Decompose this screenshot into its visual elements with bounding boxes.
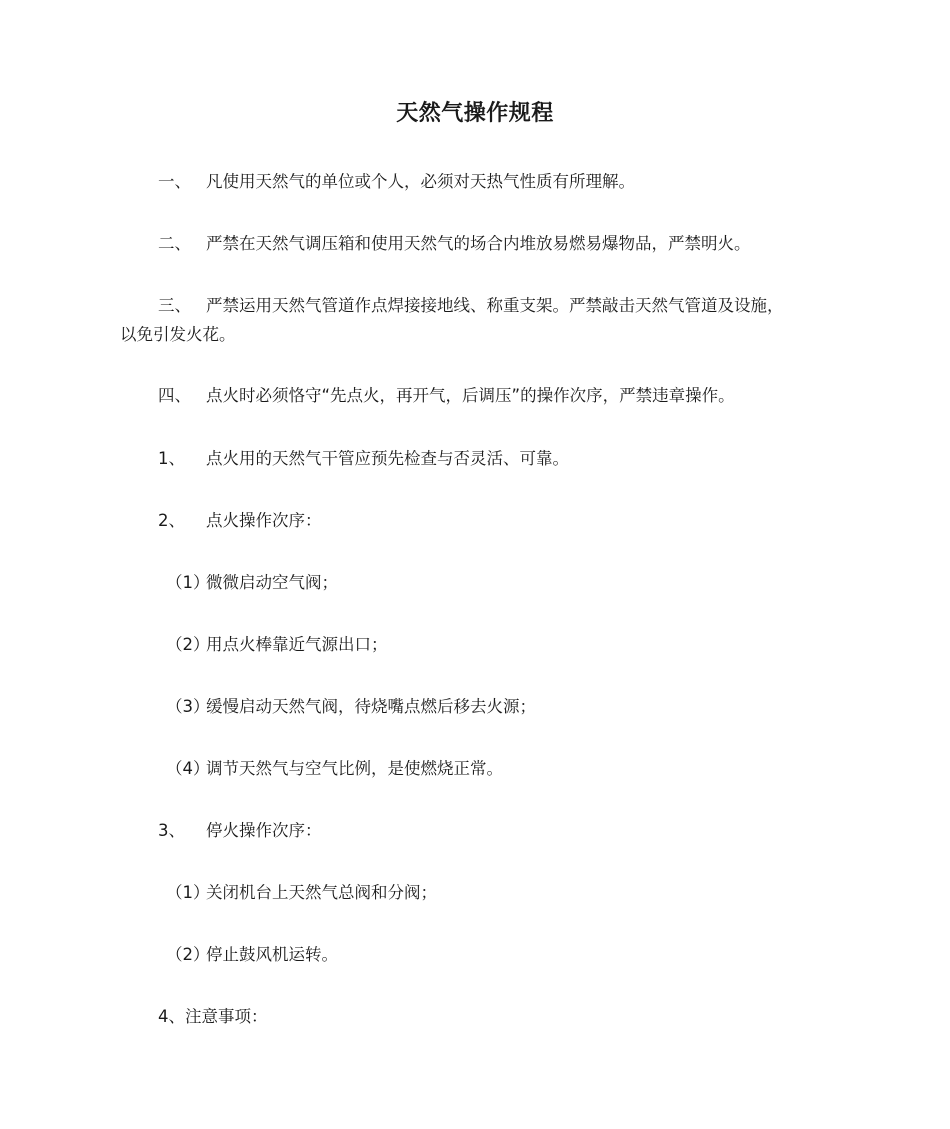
subitem-3-2 [120,940,835,969]
paragraph-text: 点火时必须恪守“先点火，再开气，后调压”的操作次序，严禁违章操作。 [206,386,735,405]
item-text: 点火操作次序： [206,511,322,530]
paragraph-marker: 二、 [158,234,191,253]
subitem-2-4 [120,754,835,783]
subitem-marker: （1） [166,883,210,902]
subitem-marker: （4） [166,759,210,778]
paragraph-4 [120,381,835,410]
subitem-text: 停止鼓风机运转。 [206,945,338,964]
item-4 [120,1002,835,1031]
paragraph-text: 凡使用天然气的单位或个人，必须对天热气性质有所理解。 [206,172,635,191]
item-text: 停火操作次序： [206,821,322,840]
subitem-text: 微微启动空气阀； [206,573,338,592]
subitem-3-1 [120,878,835,907]
subitem-text: 缓慢启动天然气阀，待烧嘴点燃后移去火源； [206,697,536,716]
subitem-text: 用点火棒靠近气源出口； [206,635,388,654]
subitem-2-2 [120,630,835,659]
subitem-marker: （1） [166,573,210,592]
item-text: 4、注意事项： [158,1007,268,1026]
paragraph-3 [120,291,835,349]
paragraph-marker: 一、 [158,172,191,191]
item-marker: 2、 [158,511,185,530]
subitem-marker: （2） [166,635,210,654]
subitem-2-3 [120,692,835,721]
subitem-marker: （2） [166,945,210,964]
item-marker: 3、 [158,821,185,840]
paragraph-1 [120,167,835,196]
paragraph-marker: 三、 [158,296,191,315]
subitem-marker: （3） [166,697,210,716]
item-2 [120,506,835,535]
item-3 [120,816,835,845]
paragraph-text: 严禁在天然气调压箱和使用天然气的场合内堆放易燃易爆物品，严禁明火。 [206,234,751,253]
paragraph-2 [120,229,835,258]
subitem-text: 关闭机台上天然气总阀和分阀； [206,883,437,902]
paragraph-text: 严禁运用天然气管道作点焊接接地线、称重支架。严禁敲击天然气管道及设施， [206,296,784,315]
paragraph-continuation: 以免引发火花。 [120,325,236,344]
subitem-2-1 [120,568,835,597]
subitem-text: 调节天然气与空气比例，是使燃烧正常。 [206,759,503,778]
paragraph-marker: 四、 [158,386,191,405]
item-1 [120,444,835,473]
item-text: 点火用的天然气干管应预先检查与否灵活、可靠。 [206,449,569,468]
item-marker: 1、 [158,449,185,468]
page-title: 天然气操作规程 [396,101,554,126]
